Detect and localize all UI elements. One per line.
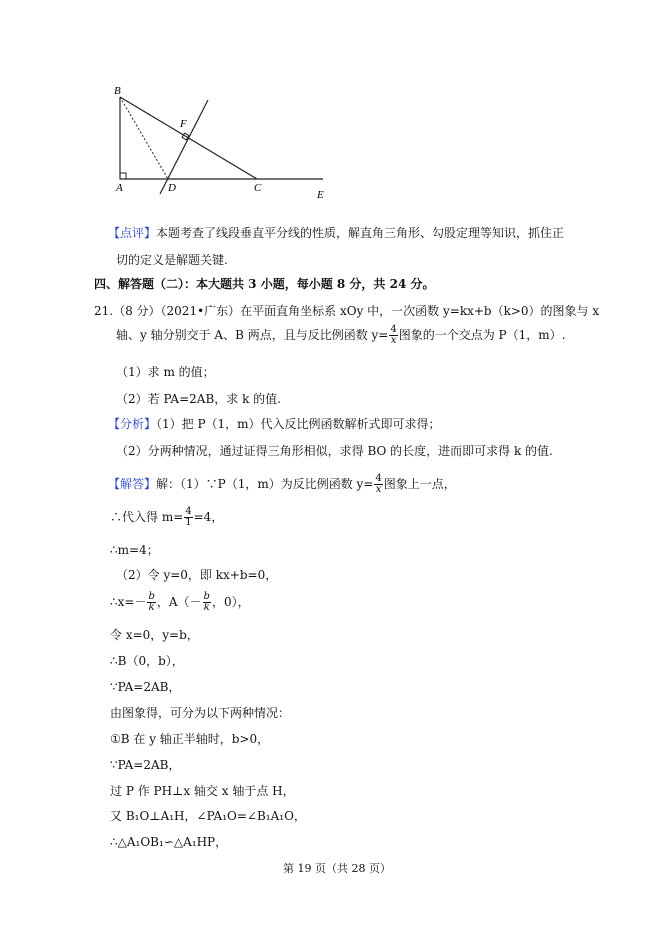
- fraction-4-over-x: [389, 325, 397, 346]
- analysis-line-2: （2）分两种情况，通过证得三角形相似，求得 BO 的长度，进而即可求得 k 的值.: [116, 444, 553, 458]
- solution-text-1a: 解：（1）∵P（1，m）为反比例函数 y=: [156, 477, 374, 491]
- solution-text-2b: =4，: [193, 510, 224, 524]
- label-E: E: [317, 189, 324, 201]
- solution-line-7: ∴B（0，b），: [110, 654, 184, 668]
- label-D: D: [168, 182, 176, 194]
- solution-line-12: 过 P 作 PH⊥x 轴交 x 轴于点 H，: [110, 784, 295, 798]
- solution-line-6: 令 x=0，y=b，: [110, 628, 199, 642]
- solution-line-9: 由图象得，可分为以下两种情况：: [110, 706, 291, 720]
- solution-line-13: 又 B₁O⊥A₁H，∠PA₁O=∠B₁A₁O，: [110, 809, 306, 823]
- solution-text-5c: ，0），: [211, 595, 250, 609]
- frac-num: b: [148, 591, 155, 602]
- frac-den: k: [148, 602, 155, 613]
- frac-den: 1: [185, 517, 192, 528]
- analysis-tag: 【分析】: [108, 417, 157, 431]
- q21-line-1: 21.（8 分）（2021•广东）在平面直角坐标系 xOy 中，一次函数 y=kx+b（k>0）的图象与 x: [94, 304, 600, 318]
- q21-line-2-a: 轴、y 轴分别交于 A、B 两点，且与反比例函数 y=: [116, 328, 389, 342]
- comment-tag: 【点评】: [108, 226, 157, 240]
- solution-text-5a: ∴x=－: [110, 595, 147, 609]
- section-title: 四、解答题（二）：本大题共 3 小题，每小题 8 分，共 24 分。: [94, 277, 435, 291]
- q21-line-2: [116, 325, 565, 346]
- q21-part-1: （1）求 m 的值；: [116, 365, 215, 379]
- solution-line-4: （2）令 y=0，即 kx+b=0，: [116, 568, 278, 582]
- solution-text-5b: ，A（－: [156, 595, 202, 609]
- right-angle-mark-A: [120, 173, 126, 179]
- fraction-b-over-k-1: [147, 592, 155, 613]
- fraction-b-over-k-2: [203, 592, 211, 613]
- frac-num: 4: [185, 506, 192, 517]
- solution-text-2a: ∴代入得 m=: [110, 510, 184, 524]
- perpendicular-bisector-line: [160, 100, 208, 194]
- solution-line-3: ∴m=4；: [110, 543, 159, 557]
- frac-num: 4: [390, 324, 397, 335]
- page-footer: 第 19 页（共 28 页）: [283, 862, 391, 875]
- fraction-4-over-x-2: [374, 474, 382, 495]
- frac-num: 4: [375, 473, 382, 484]
- comment-text-1: 本题考查了线段垂直平分线的性质，解直角三角形、勾股定理等知识，抓住正: [156, 226, 565, 240]
- label-F: F: [180, 118, 187, 130]
- solution-text-1b: 图象上一点，: [383, 477, 456, 491]
- comment-line-2: 切的定义是解题关键.: [116, 253, 228, 267]
- label-B: B: [114, 85, 121, 97]
- frac-den: x: [390, 335, 397, 346]
- analysis-line-1: [108, 415, 441, 432]
- segment-BD-dashed: [120, 97, 168, 179]
- solution-line-5: [110, 592, 250, 613]
- solution-line-11: ∵PA=2AB，: [110, 758, 181, 772]
- q21-part-2: （2）若 PA=2AB，求 k 的值.: [116, 392, 281, 406]
- label-C: C: [254, 182, 262, 194]
- analysis-text-1: （1）把 P（1，m）代入反比例函数解析式即可求得；: [156, 417, 441, 431]
- solution-line-2: [110, 507, 223, 528]
- solution-line-10: ①B 在 y 轴正半轴时，b>0，: [110, 732, 270, 746]
- solution-tag: 【解答】: [108, 477, 157, 491]
- solution-line-8: ∵PA=2AB，: [110, 680, 181, 694]
- comment-line-1: [108, 224, 564, 241]
- label-A: A: [116, 182, 123, 194]
- frac-num: b: [203, 591, 210, 602]
- q21-line-2-b: 图象的一个交点为 P（1，m）.: [398, 328, 566, 342]
- solution-line-1: [108, 474, 456, 495]
- frac-den: x: [375, 484, 382, 495]
- fraction-4-over-1: [184, 507, 192, 528]
- solution-line-14: ∴△A₁OB₁∽△A₁HP，: [110, 835, 228, 849]
- frac-den: k: [203, 602, 210, 613]
- geometry-figure: [100, 80, 340, 205]
